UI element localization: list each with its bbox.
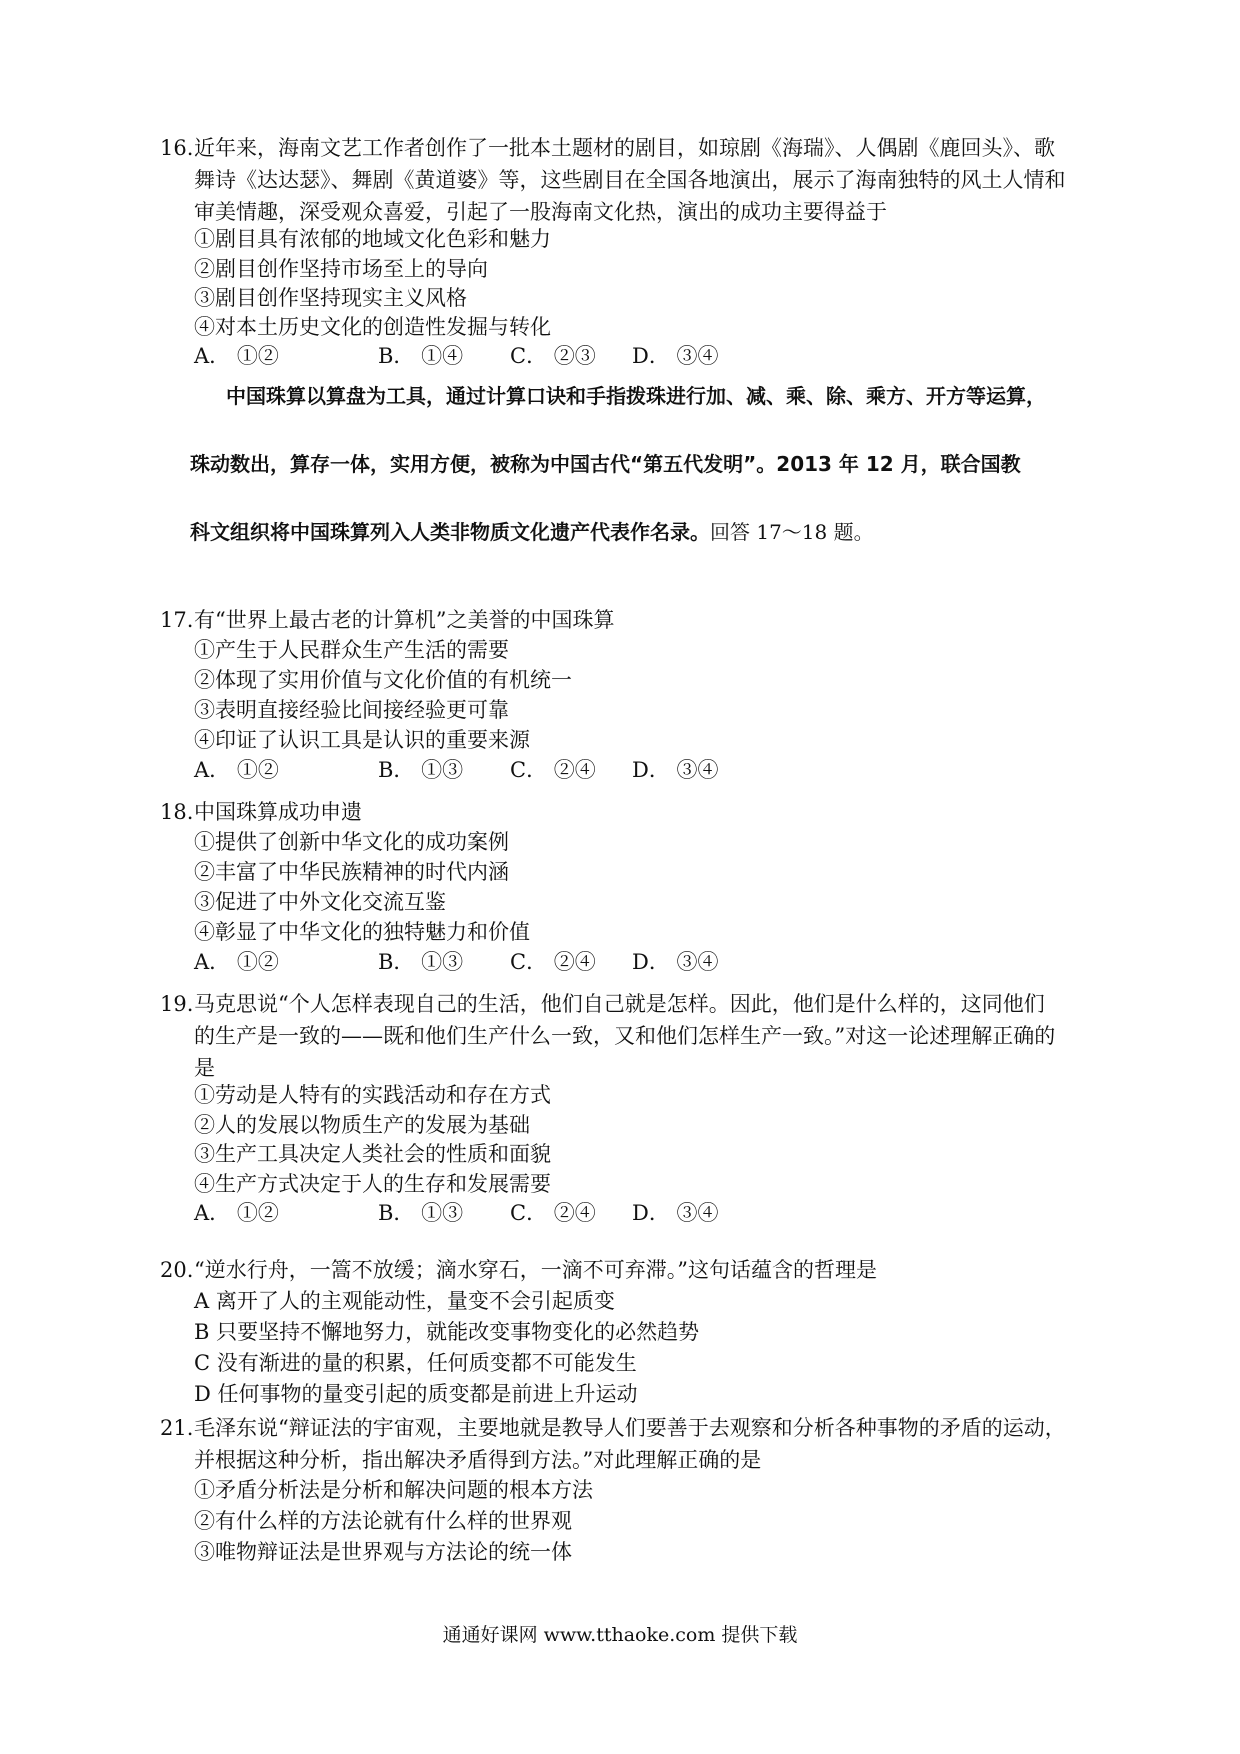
option-c: C 没有渐进的量的积累，任何质变都不可能发生 — [194, 1351, 637, 1375]
option-2: ②体现了实用价值与文化价值的有机统一 — [194, 668, 572, 692]
option-2: ②有什么样的方法论就有什么样的世界观 — [194, 1509, 572, 1533]
passage-line — [190, 516, 874, 545]
stem-line: 并根据这种分析，指出解决矛盾得到方法。”对此理解正确的是 — [194, 1448, 762, 1472]
answer-d: D． ③④ — [632, 1201, 719, 1225]
option-2: ②剧目创作坚持市场至上的导向 — [194, 257, 488, 281]
stem-line: 中国珠算成功申遗 — [194, 800, 362, 824]
answer-b: B． ①③ — [378, 1201, 464, 1225]
answer-c: C． ②④ — [510, 950, 596, 974]
question-stem — [194, 796, 362, 828]
answer-b: B． ①③ — [378, 758, 464, 782]
answer-d: D． ③④ — [632, 758, 719, 782]
stem-line: 舞诗《达达瑟》、舞剧《黄道婆》等，这些剧目在全国各地演出，展示了海南独特的风土人情和 — [194, 168, 1066, 192]
answer-a: A． ①② — [194, 758, 279, 782]
option-4: ④生产方式决定于人的生存和发展需要 — [194, 1172, 551, 1196]
option-2: ②丰富了中华民族精神的时代内涵 — [194, 860, 509, 884]
answer-d: D． ③④ — [632, 344, 719, 368]
question-number: 19. — [160, 992, 194, 1016]
question-stem — [194, 604, 614, 636]
option-4: ④彰显了中华文化的独特魅力和价值 — [194, 920, 530, 944]
stem-line: “逆水行舟，一篙不放缓；滴水穿石，一滴不可弃滞。”这句话蕴含的哲理是 — [194, 1258, 877, 1282]
stem-line: 的生产是一致的——既和他们生产什么一致，又和他们怎样生产一致。”对这一论述理解正确的 — [194, 1024, 1056, 1048]
question-number: 18. — [160, 800, 194, 824]
question-stem — [194, 1412, 1094, 1476]
stem-line: 审美情趣，深受观众喜爱，引起了一股海南文化热，演出的成功主要得益于 — [194, 200, 887, 224]
option-3: ③促进了中外文化交流互鉴 — [194, 890, 446, 914]
option-a: A 离开了人的主观能动性，量变不会引起质变 — [194, 1289, 615, 1313]
answer-c: C． ②③ — [510, 344, 596, 368]
option-b: B 只要坚持不懈地努力，就能改变事物变化的必然趋势 — [194, 1320, 700, 1344]
stem-line: 毛泽东说“辩证法的宇宙观，主要地就是教导人们要善于去观察和分析各种事物的矛盾的运动， — [194, 1416, 1066, 1440]
option-1: ①剧目具有浓郁的地域文化色彩和魅力 — [194, 227, 551, 251]
option-4: ④对本土历史文化的创造性发掘与转化 — [194, 315, 551, 339]
question-stem — [194, 132, 1094, 228]
question-number: 16. — [160, 136, 194, 160]
option-3: ③表明直接经验比间接经验更可靠 — [194, 698, 509, 722]
option-d: D 任何事物的量变引起的质变都是前进上升运动 — [194, 1382, 638, 1406]
option-3: ③剧目创作坚持现实主义风格 — [194, 286, 467, 310]
answer-b: B． ①③ — [378, 950, 464, 974]
question-stem — [194, 988, 1094, 1084]
question-number: 20. — [160, 1258, 194, 1282]
stem-line: 有“世界上最古老的计算机”之美誉的中国珠算 — [194, 608, 615, 632]
option-1: ①矛盾分析法是分析和解决问题的根本方法 — [194, 1478, 593, 1502]
option-1: ①提供了创新中华文化的成功案例 — [194, 830, 509, 854]
passage-line: 中国珠算以算盘为工具，通过计算口诀和手指拨珠进行加、减、乘、除、乘方、开方等运算， — [226, 384, 1046, 408]
stem-line: 马克思说“个人怎样表现自己的生活，他们自己就是怎样。因此，他们是什么样的，这同他们 — [194, 992, 1045, 1016]
option-3: ③生产工具决定人类社会的性质和面貌 — [194, 1142, 551, 1166]
answer-a: A． ①② — [194, 344, 279, 368]
question-number: 21. — [160, 1416, 194, 1440]
page-footer: 通通好课网 www.tthaoke.com 提供下载 — [442, 1624, 798, 1646]
stem-line: 是 — [194, 1056, 215, 1080]
answer-d: D． ③④ — [632, 950, 719, 974]
answer-a: A． ①② — [194, 950, 279, 974]
question-stem — [194, 1254, 877, 1286]
answer-c: C． ②④ — [510, 758, 596, 782]
answer-c: C． ②④ — [510, 1201, 596, 1225]
option-3: ③唯物辩证法是世界观与方法论的统一体 — [194, 1540, 572, 1564]
question-number: 17. — [160, 608, 194, 632]
option-2: ②人的发展以物质生产的发展为基础 — [194, 1113, 530, 1137]
passage-line: 珠动数出，算存一体，实用方便，被称为中国古代“第五代发明”。2013 年 12 月，联合国教 — [190, 452, 1021, 476]
passage-line-text: 科文组织将中国珠算列入人类非物质文化遗产代表作名录。 — [190, 520, 710, 544]
option-4: ④印证了认识工具是认识的重要来源 — [194, 728, 530, 752]
answer-a: A． ①② — [194, 1201, 279, 1225]
option-1: ①产生于人民群众生产生活的需要 — [194, 638, 509, 662]
passage-instruction: 回答 17～18 题。 — [710, 520, 874, 544]
answer-b: B． ①④ — [378, 344, 464, 368]
stem-line: 近年来，海南文艺工作者创作了一批本土题材的剧目，如琼剧《海瑞》、人偶剧《鹿回头》、歌 — [194, 136, 1055, 160]
option-1: ①劳动是人特有的实践活动和存在方式 — [194, 1083, 551, 1107]
